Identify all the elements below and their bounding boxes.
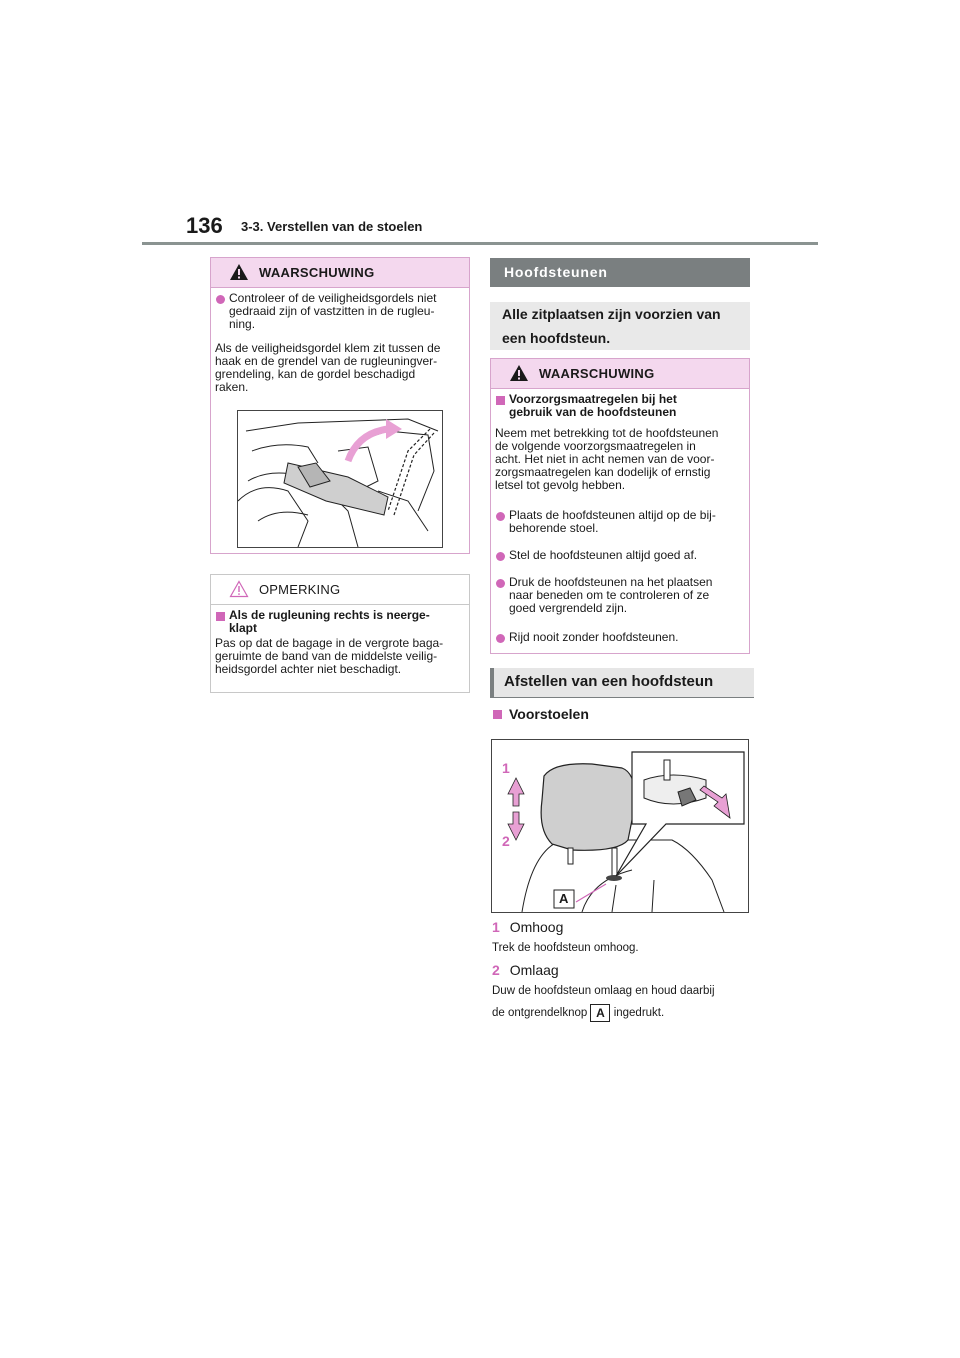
warning-title: WAARSCHUWING [539, 366, 655, 381]
bullet-dot [496, 512, 505, 521]
step-1-desc: Trek de hoofdsteun omhoog. [492, 942, 639, 954]
header-rule [142, 242, 818, 245]
subheading-voorstoelen: Voorstoelen [509, 706, 589, 722]
warning-title: WAARSCHUWING [259, 265, 375, 280]
step-2-desc: Duw de hoofdsteun omlaag en houd daarbij [492, 985, 715, 997]
warning-bullet-2: Stel de hoofdsteunen altijd goed af. [509, 548, 698, 562]
warning-triangle-icon [509, 364, 529, 382]
warning-triangle-icon [229, 263, 249, 281]
rear-seat-illustration [237, 410, 443, 548]
section-heading-hoofdsteunen: Hoofdsteunen [490, 258, 750, 287]
note-title: OPMERKING [259, 582, 341, 597]
chapter-title: 3-3. Verstellen van de stoelen [241, 219, 423, 234]
bullet-dot [496, 634, 505, 643]
step-2-desc-line2: de ontgrendelknop A ingedrukt. [492, 1006, 665, 1020]
warning-header [211, 258, 469, 288]
bullet-dot [496, 579, 505, 588]
note-paragraph: Pas op dat de bagage in de vergrote baga- geruimte de band van de middelste veilig- heidsgordel achter niet beschadigt. [215, 636, 444, 676]
bullet-dot [216, 295, 225, 304]
figure-label-a: A [559, 891, 569, 906]
figure-label-1: 1 [502, 760, 510, 776]
warning-paragraph: Neem met betrekking tot de hoofdsteunen de volgende voorzorgsmaatregelen in acht. Het niet in acht nemen van de voor- zorgsmaatregelen kan dodelijk of ernstig letsel tot gevolg hebben. [495, 426, 719, 492]
section-heading-afstellen: Afstellen van een hoofdsteun [490, 668, 754, 698]
headrest-illustration [491, 739, 749, 913]
figure-label-2: 2 [502, 833, 510, 849]
warning-heading: Voorzorgsmaatregelen bij het gebruik van de hoofdsteunen [509, 392, 677, 419]
caution-outline-icon [229, 580, 249, 598]
bullet-dot [496, 552, 505, 561]
warning-bullet-text: Controleer of de veiligheidsgordels niet gedraaid zijn of vastzitten in de rugleu- ning. [229, 291, 437, 331]
square-bullet [496, 396, 505, 405]
warning-paragraph: Als de veiligheidsgordel klem zit tussen de haak en de grendel van de rugleuningver- grendeling, kan de gordel beschadigd raken. [215, 341, 441, 394]
note-box [210, 574, 470, 693]
note-heading: Als de rugleuning rechts is neerge- klapt [229, 608, 430, 635]
warning-bullet-1: Plaats de hoofdsteunen altijd op de bij- behorende stoel. [509, 508, 716, 535]
warning-bullet-4: Rijd nooit zonder hoofdsteunen. [509, 630, 679, 644]
warning-header [491, 359, 749, 389]
page-number: 136 [186, 213, 223, 238]
note-header [211, 575, 469, 605]
step-1: 1 Omhoog [492, 919, 564, 935]
section-intro: Alle zitplaatsen zijn voorzien van een hoofdsteun. [490, 302, 750, 350]
step-2: 2 Omlaag [492, 962, 559, 978]
button-a-key-label: A [590, 1004, 610, 1022]
square-bullet [216, 612, 225, 621]
warning-bullet-3: Druk de hoofdsteunen na het plaatsen naar beneden om te controleren of ze goed vergrendeld zijn. [509, 575, 713, 615]
warning-box-headrests [490, 358, 750, 654]
warning-box-seatbelt [210, 257, 470, 554]
square-bullet [493, 710, 502, 719]
